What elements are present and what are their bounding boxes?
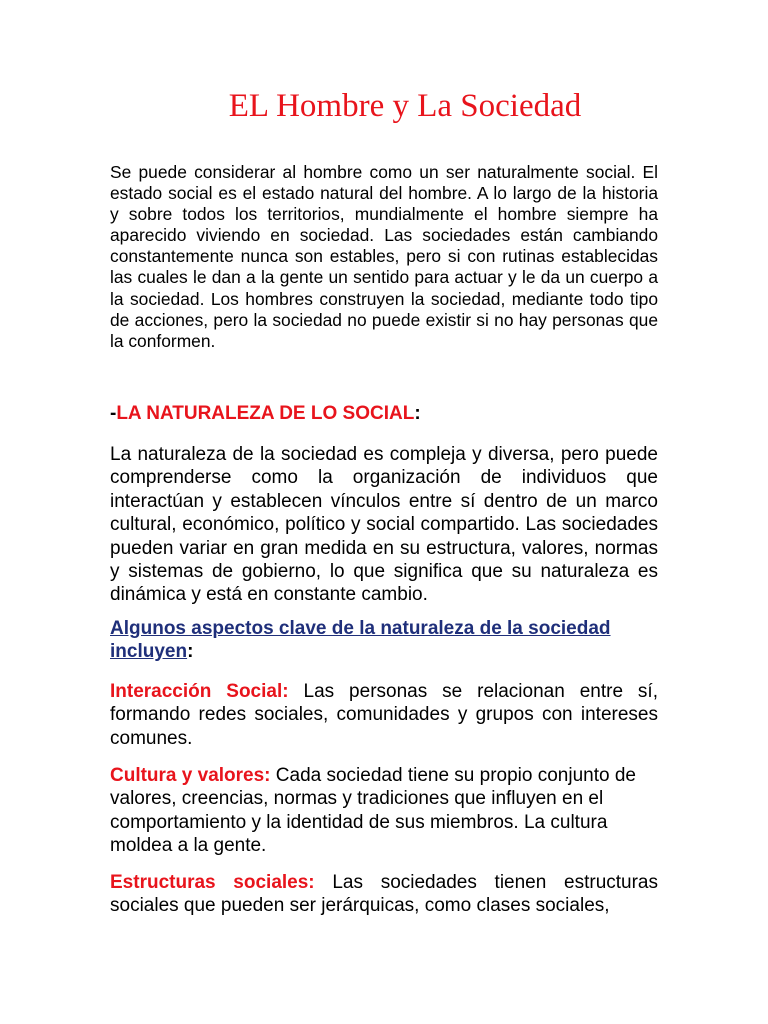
section-heading-suffix: :: [414, 403, 421, 424]
aspects-heading-suffix: :: [187, 641, 194, 662]
aspect-text: Las personas se relacionan entre sí, formando redes sociales, comunidades y grupos con intereses comunes.: [110, 681, 658, 749]
aspect-item: [110, 764, 658, 857]
section-heading-text: LA NATURALEZA DE LO SOCIAL: [116, 403, 415, 424]
aspects-heading: [110, 617, 658, 663]
aspect-term: Interacción Social:: [110, 681, 289, 702]
aspect-text: Cada sociedad tiene su propio conjunto de valores, creencias, normas y tradiciones que influyen en el comportamiento y la identidad de sus miembros. La cultura moldea a la gente.: [110, 765, 636, 856]
aspect-item: [110, 871, 658, 918]
aspect-term: Cultura y valores:: [110, 765, 271, 786]
section-heading: [110, 402, 421, 426]
aspect-term: Estructuras sociales:: [110, 872, 315, 893]
section-paragraph: La naturaleza de la sociedad es compleja y diversa, pero puede comprenderse como la organización de individuos que interactúan y establecen vínculos entre sí dentro de un marco cultural, económico, político y social compartido. Las sociedades pueden variar en gran medida en su estructura, valores, normas y sistemas de gobierno, lo que significa que su naturaleza es dinámica y está en constante cambio.: [110, 444, 658, 606]
aspect-text: Las sociedades tienen estructuras sociales que pueden ser jerárquicas, como clases sociales,: [110, 872, 658, 917]
document-title: EL Hombre y La Sociedad: [228, 88, 582, 124]
section-heading-prefix: -: [110, 403, 117, 424]
aspect-item: [110, 680, 658, 750]
intro-paragraph: Se puede considerar al hombre como un ser naturalmente social. El estado social es el estado natural del hombre. A lo largo de la historia y sobre todos los territorios, mundialmente el hombre siempre ha aparecido viviendo en sociedad. Las sociedades están cambiando constantemente nunca son estables, pero si con rutinas establecidas las cuales le dan a la gente un sentido para actuar y le da un cuerpo a la sociedad. Los hombres construyen la sociedad, mediante todo tipo de acciones, pero la sociedad no puede existir si no hay personas que la conformen.: [110, 162, 658, 351]
aspects-heading-text: Algunos aspectos clave de la naturaleza de la sociedad incluyen: [110, 618, 611, 662]
